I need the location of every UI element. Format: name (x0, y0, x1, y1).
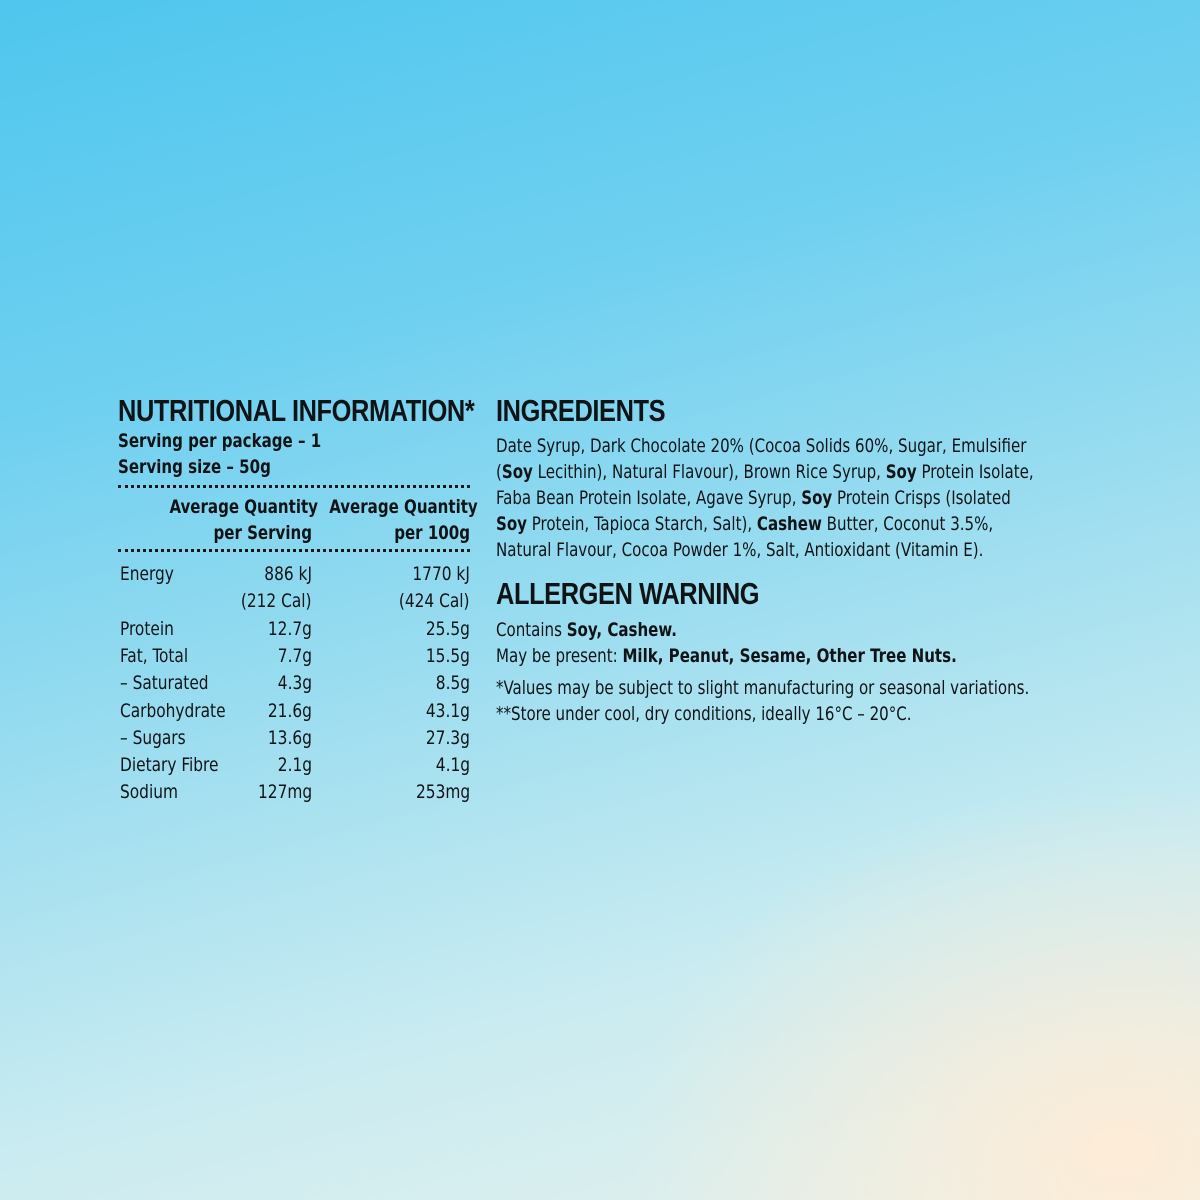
allergen-contains-label: Contains (496, 619, 567, 641)
nutrient-label: Fat, Total (120, 644, 189, 667)
ingredients-title: INGREDIENTS (496, 393, 666, 428)
per-100g-value: (424 Cal) (399, 590, 470, 613)
nutrient-label: – Sugars (120, 726, 186, 749)
ingredient-text: Natural Flavour, Cocoa Powder 1%, Salt, Antioxidant (Vitamin E). (496, 539, 984, 561)
ingredients-text (496, 433, 1059, 563)
allergen-may-contain (496, 643, 1059, 669)
nutrition-row (118, 727, 470, 754)
allergen-may-value: Milk, Peanut, Sesame, Other Tree Nuts. (622, 645, 957, 667)
dotted-divider-bottom (118, 549, 470, 552)
ingredients-line (496, 459, 1059, 485)
allergen-highlight: Cashew (756, 513, 822, 535)
allergen-highlight: Soy (801, 487, 833, 509)
per-serving-value: 13.6g (267, 726, 312, 749)
allergen-may-label: May be present: (496, 645, 623, 667)
per-serving-value: 127mg (257, 781, 312, 804)
per-serving-value: 4.3g (277, 672, 312, 695)
per-100g-value: 43.1g (425, 699, 470, 722)
note-storage: **Store under cool, dry conditions, ideally 16°C – 20°C. (496, 703, 912, 725)
per-serving-value: 21.6g (267, 699, 312, 722)
nutrient-label: Carbohydrate (120, 699, 226, 722)
nutrition-row (118, 563, 470, 590)
per-serving-value: 886 kJ (264, 563, 312, 585)
ingredient-text: ( (496, 461, 502, 483)
nutrient-label: Dietary Fibre (120, 754, 219, 777)
serving-size: Serving size – 50g (118, 456, 271, 478)
nutrition-row (118, 781, 470, 808)
nutrition-title: NUTRITIONAL INFORMATION* (118, 393, 475, 428)
ingredients-line (496, 511, 1059, 537)
ingredient-text: Date Syrup, Dark Chocolate 20% (Cocoa Solids 60%, Sugar, Emulsifier (496, 435, 1027, 457)
nutrition-row (118, 672, 470, 699)
ingredient-text: Protein Crisps (Isolated (832, 487, 1011, 509)
per-100g-value: 25.5g (425, 617, 470, 640)
per-serving-value: 7.7g (277, 644, 312, 667)
nutrition-row (118, 754, 470, 781)
per-serving-value: 2.1g (277, 754, 312, 777)
nutrition-row (118, 645, 470, 672)
nutrient-label: Sodium (120, 781, 178, 804)
nutrition-row (118, 618, 470, 645)
allergen-contains-value: Soy, Cashew. (566, 619, 677, 641)
dotted-divider-top (118, 485, 470, 488)
note-variation: *Values may be subject to slight manufacturing or seasonal variations. (496, 677, 1030, 699)
allergen-highlight: Soy (496, 513, 527, 535)
ingredient-text: Butter, Coconut 3.5%, (821, 513, 994, 535)
serving-per-package: Serving per package – 1 (118, 430, 322, 452)
ingredients-line (496, 485, 1059, 511)
column-header-per-serving-line1: Average Quantity (169, 496, 318, 518)
ingredients-line (496, 537, 1059, 563)
per-serving-value: 12.7g (267, 617, 312, 640)
per-100g-value: 27.3g (425, 726, 470, 749)
column-header-per-100g-line1: Average Quantity (329, 496, 478, 518)
per-serving-value: (212 Cal) (241, 590, 312, 613)
nutrient-label: – Saturated (120, 672, 209, 695)
nutrient-label: Protein (120, 617, 174, 640)
ingredients-line (496, 433, 1059, 459)
ingredient-text: Protein Isolate, (916, 461, 1034, 483)
per-100g-value: 253mg (415, 781, 470, 804)
per-100g-value: 1770 kJ (412, 563, 470, 585)
allergen-contains (496, 617, 1059, 643)
per-100g-value: 4.1g (435, 754, 470, 777)
ingredient-text: Faba Bean Protein Isolate, Agave Syrup, (496, 487, 802, 509)
column-header-per-serving (169, 494, 318, 546)
nutrition-row (118, 590, 470, 617)
column-header-per-100g-line2: per 100g (394, 522, 470, 544)
allergen-highlight: Soy (885, 461, 917, 483)
column-header-per-serving-line2: per Serving (213, 522, 312, 544)
column-header-per-100g (329, 494, 478, 546)
per-100g-value: 8.5g (435, 672, 470, 695)
allergen-highlight: Soy (501, 461, 533, 483)
ingredient-text: Lecithin), Natural Flavour), Brown Rice Syrup, (532, 461, 886, 483)
allergen-title: ALLERGEN WARNING (496, 576, 760, 611)
ingredient-text: Protein, Tapioca Starch, Salt), (526, 513, 757, 535)
nutrient-label: Energy (120, 563, 174, 585)
per-100g-value: 15.5g (425, 644, 470, 667)
nutrition-row (118, 700, 470, 727)
